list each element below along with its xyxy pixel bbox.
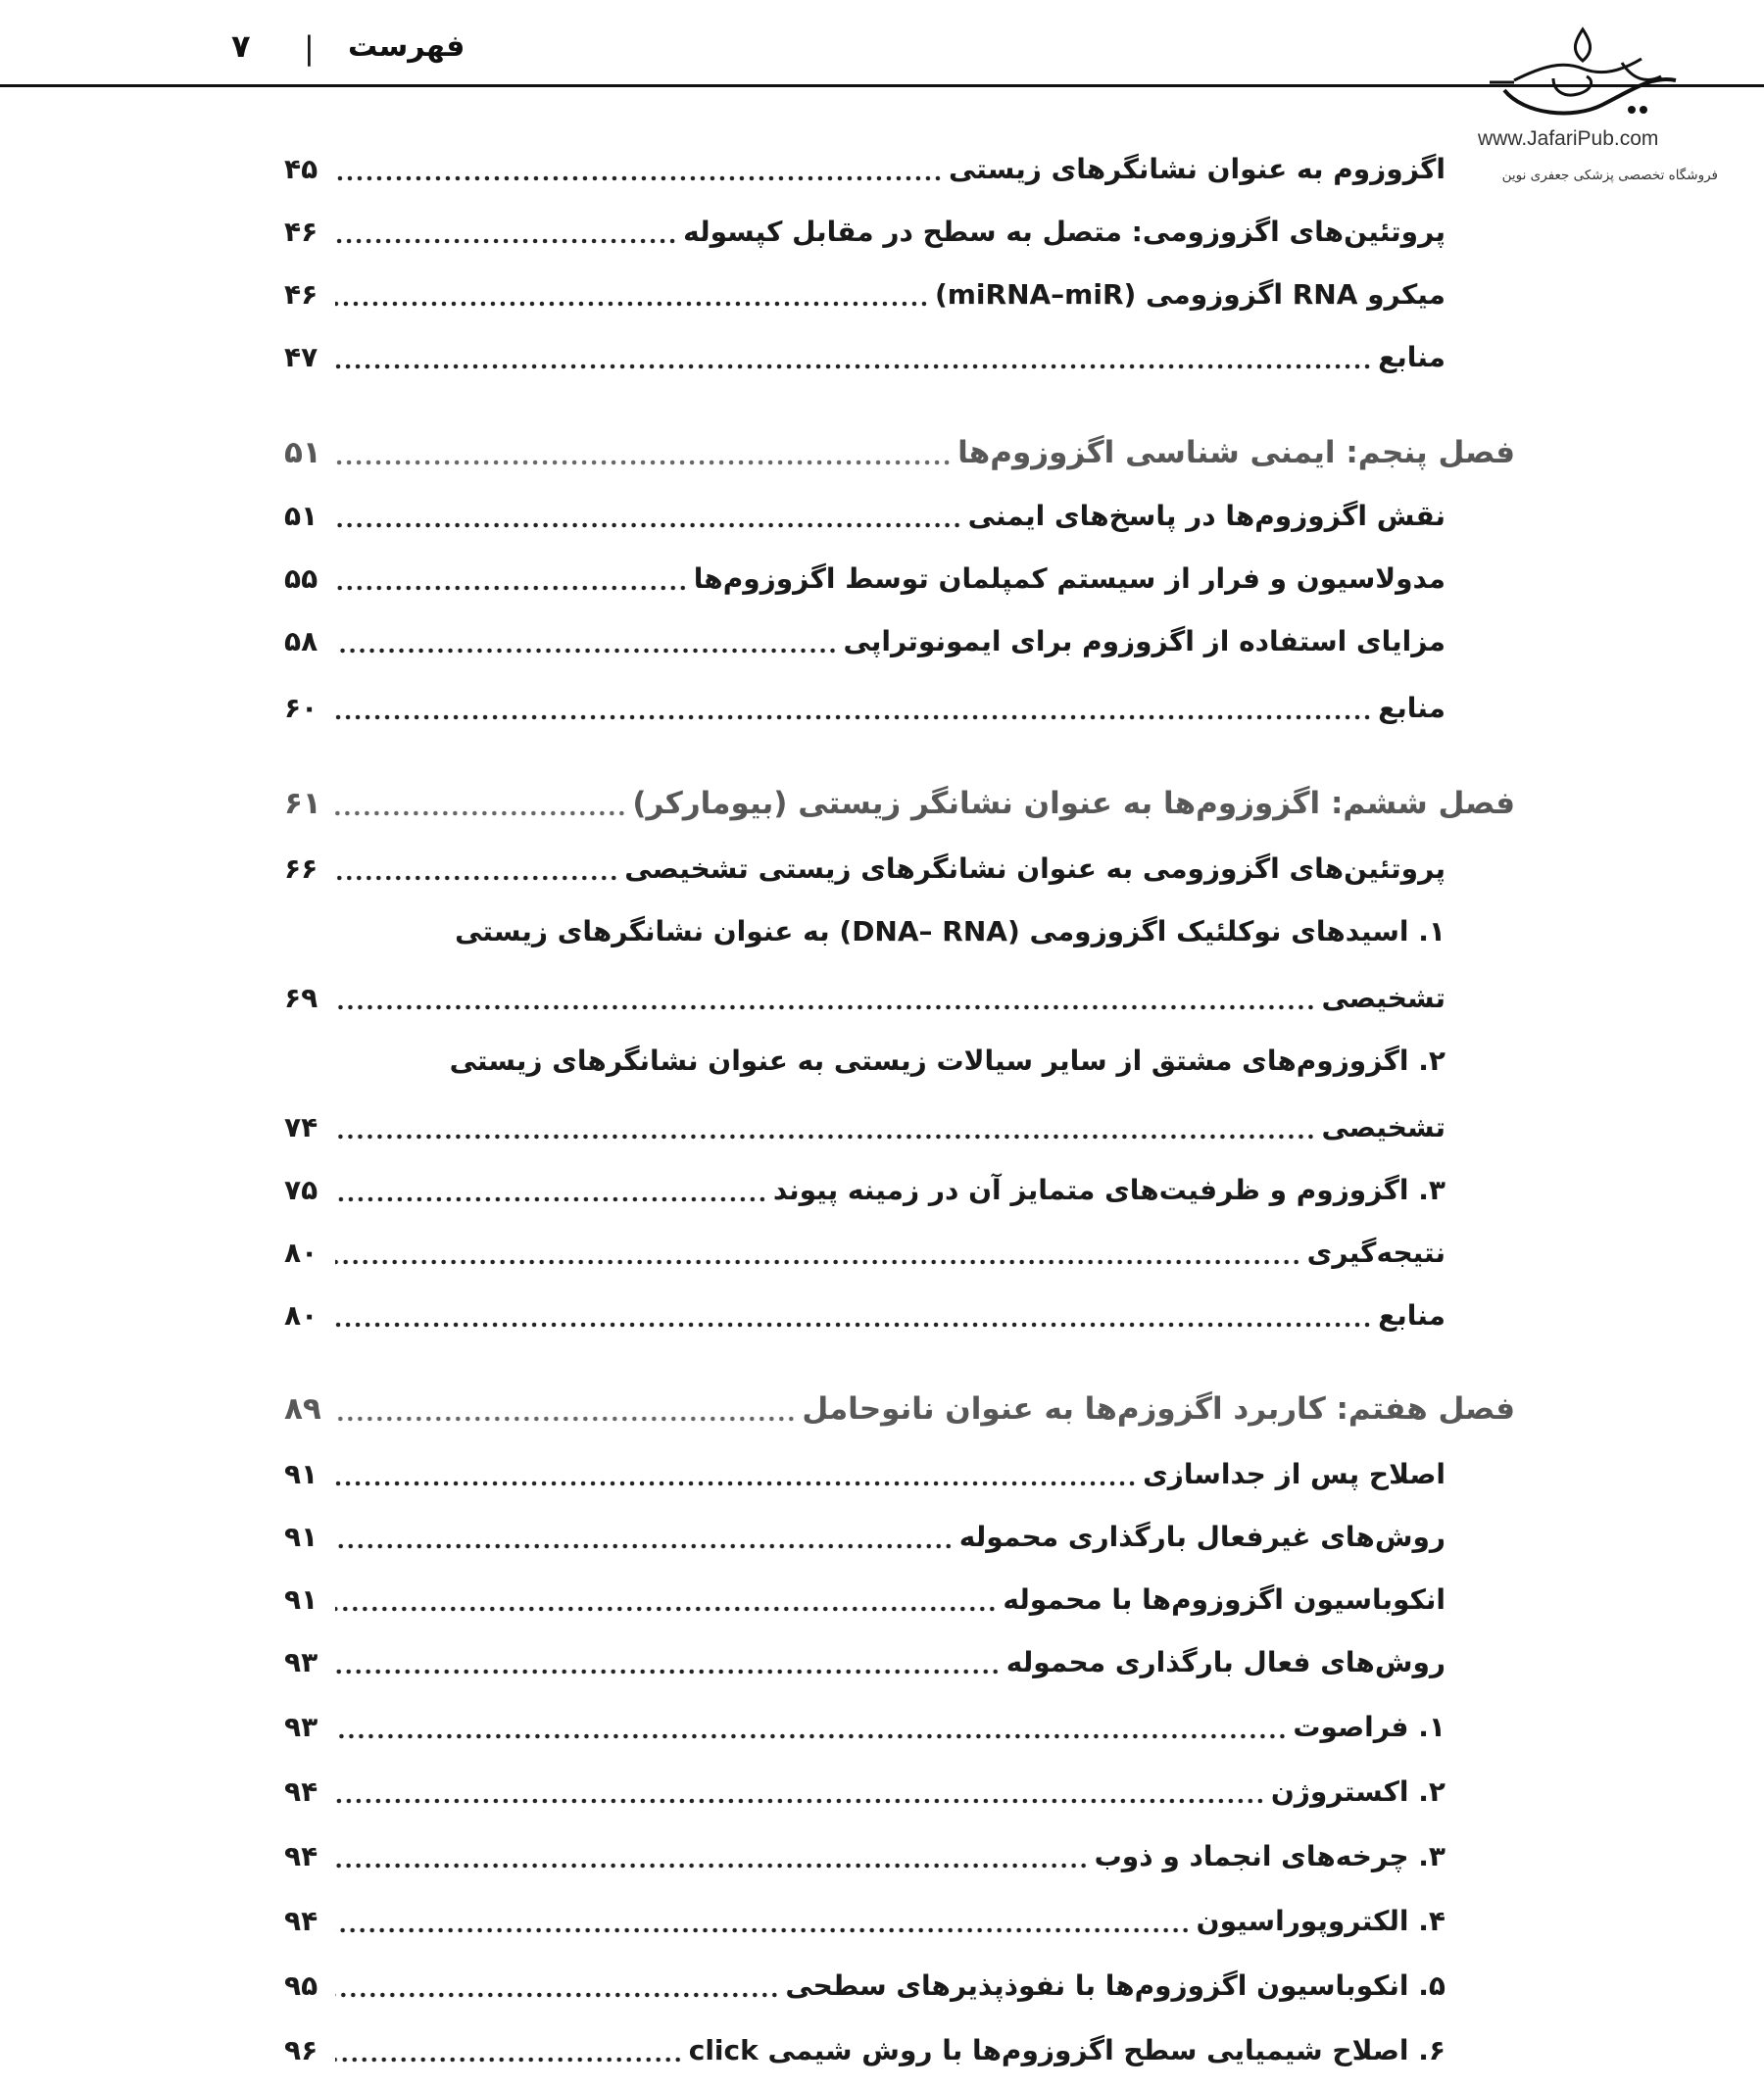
toc-page-number: ۴۷ (284, 341, 318, 373)
toc-entry[interactable] (284, 847, 1446, 892)
dot-leader (335, 648, 838, 654)
dot-leader (335, 1733, 1287, 1739)
dot-leader (335, 1543, 954, 1549)
toc-page-number: ۹۴ (284, 1905, 318, 1937)
toc-page-number: ۸۹ (284, 1391, 321, 1427)
toc-entry-title: ۳. اگزوزوم و ظرفیت‌های متمایز آن در زمینه پیوند (772, 1174, 1446, 1206)
toc-entry-title: میکرو RNA اگزوزومی (miRNA–miR) (934, 278, 1446, 311)
toc-entry-title: مدولاسیون و فرار از سیستم کمپلمان توسط اگزوزوم‌ها (693, 562, 1446, 595)
toc-entry-title: پروتئین‌های اگزوزومی: متصل به سطح در مقابل کپسوله (683, 216, 1446, 248)
toc-page-number: ۹۱ (284, 1521, 318, 1553)
toc-entry[interactable] (284, 619, 1446, 664)
toc-page-number: ۵۱ (284, 435, 321, 470)
toc-page-number: ۹۳ (284, 1646, 318, 1678)
dot-leader (335, 1196, 767, 1202)
toc-page-number: ۶۹ (284, 982, 318, 1014)
toc-entry[interactable] (284, 147, 1446, 192)
toc-page-number: ۶۰ (284, 692, 318, 724)
toc-entry-title: ۳. چرخه‌های انجماد و ذوب (1094, 1840, 1446, 1872)
toc-page-number: ۵۵ (284, 562, 318, 595)
dot-leader (335, 1669, 1001, 1675)
toc-entry-title: اصلاح پس از جداسازی (1143, 1458, 1446, 1490)
dot-leader (335, 1798, 1265, 1804)
toc-page-number: ۹۱ (284, 1583, 318, 1616)
toc-entry-title: نتیجه‌گیری (1306, 1237, 1446, 1269)
toc-chapter-title: فصل ششم: اگزوزوم‌ها به عنوان نشانگر زیستی (بیومارکر) (632, 786, 1515, 821)
toc-entry[interactable] (284, 1705, 1446, 1750)
toc-page-number: ۴۶ (284, 278, 318, 311)
toc-entry-title-continuation: تشخیصی (1321, 1111, 1446, 1143)
toc-entry[interactable] (284, 1168, 1446, 1213)
toc-entry-title: ۲. اکستروژن (1270, 1775, 1446, 1808)
toc-chapter-heading[interactable] (284, 1384, 1515, 1434)
header-separator: | (304, 29, 315, 67)
toc-entry[interactable] (284, 1578, 1446, 1623)
toc-entry-title: منابع (1378, 692, 1446, 724)
toc-entry-title: نقش اگزوزوم‌ها در پاسخ‌های ایمنی (967, 500, 1446, 532)
toc-entry-title: مزایای استفاده از اگزوزوم برای ایمونوتراپی (843, 625, 1446, 657)
publisher-url: www.JafariPub.com (1478, 127, 1659, 150)
dot-leader (335, 175, 943, 181)
dot-leader (335, 1927, 1191, 1933)
dot-leader (335, 1863, 1089, 1869)
toc-chapter-title: فصل هفتم: کاربرد اگزوزم‌ها به عنوان نانوحامل (802, 1391, 1515, 1427)
toc-page-number: ۹۴ (284, 1775, 318, 1808)
dot-leader (335, 1004, 1315, 1010)
toc-entry[interactable] (284, 1640, 1446, 1685)
dot-leader (335, 2057, 683, 2063)
toc-entry-title: ۶. اصلاح شیمیایی سطح اگزوزوم‌ها با روش شیمی click (688, 2034, 1446, 2066)
toc-entry-title: انکوباسیون اگزوزوم‌ها با محموله (1003, 1583, 1446, 1616)
toc-entry[interactable] (284, 210, 1446, 255)
toc-entry[interactable] (284, 1293, 1446, 1338)
toc-page-number: ۹۴ (284, 1840, 318, 1872)
toc-entry[interactable] (284, 494, 1446, 539)
toc-entry[interactable] (284, 1899, 1446, 1944)
toc-page-number: ۹۶ (284, 2034, 318, 2066)
toc-page-number: ۴۶ (284, 216, 318, 248)
toc-page-number: ۹۱ (284, 1458, 318, 1490)
dot-leader (335, 522, 962, 528)
toc-entry[interactable] (284, 1964, 1446, 2009)
toc-entry[interactable] (284, 2028, 1446, 2073)
toc-page-number: ۹۳ (284, 1711, 318, 1743)
toc-page-number: ۷۴ (284, 1111, 318, 1143)
toc-page-number: ۷۵ (284, 1174, 318, 1206)
toc-chapter-heading[interactable] (284, 427, 1515, 478)
toc-entry-title: منابع (1378, 1299, 1446, 1332)
toc-entry-title-continuation: تشخیصی (1321, 982, 1446, 1014)
toc-entry-title: ۱. فراصوت (1293, 1711, 1446, 1743)
toc-entry[interactable] (284, 1770, 1446, 1815)
dot-leader (335, 238, 677, 244)
toc-entry[interactable] (284, 1105, 1446, 1150)
toc-entry-title: روش‌های غیرفعال بارگذاری محموله (958, 1521, 1446, 1553)
toc-entry-title: منابع (1378, 341, 1446, 373)
toc-entry[interactable] (284, 1452, 1446, 1497)
dot-leader (335, 1134, 1315, 1140)
toc-page-number: ۵۸ (284, 625, 318, 657)
dot-leader (335, 714, 1372, 720)
toc-entry[interactable] (284, 1515, 1446, 1560)
toc-page-number: ۶۱ (284, 786, 321, 821)
dot-leader (335, 1992, 779, 1998)
dot-leader (335, 1481, 1137, 1486)
toc-entry-title: پروتئین‌های اگزوزومی به عنوان نشانگرهای زیستی تشخیصی (624, 852, 1446, 885)
toc-entry-title-line1[interactable]: ۱. اسیدهای نوکلئیک اگزوزومی (DNA– RNA) به عنوان نشانگرهای زیستی (455, 915, 1446, 947)
toc-entry[interactable] (284, 272, 1446, 317)
toc-entry[interactable] (284, 1834, 1446, 1879)
page-number: ۷ (231, 27, 251, 65)
dot-leader (335, 301, 929, 307)
toc-page-number: ۸۰ (284, 1299, 318, 1332)
calligraphy-logo-icon (1485, 22, 1690, 129)
toc-entry[interactable] (284, 557, 1446, 602)
toc-page-number: ۹۵ (284, 1969, 318, 2002)
toc-page-number: ۶۶ (284, 852, 318, 885)
toc-entry[interactable] (284, 335, 1446, 380)
toc-entry-title: اگزوزوم به عنوان نشانگرهای زیستی (948, 153, 1446, 185)
dot-leader (335, 810, 626, 816)
dot-leader (335, 1416, 796, 1422)
dot-leader (335, 1259, 1301, 1265)
toc-chapter-heading[interactable] (284, 778, 1515, 829)
dot-leader (335, 1606, 997, 1612)
toc-entry-title: ۴. الکتروپوراسیون (1196, 1905, 1446, 1937)
toc-entry-title: ۵. انکوباسیون اگزوزوم‌ها با نفوذپذیرهای سطحی (785, 1969, 1446, 2002)
toc-chapter-title: فصل پنجم: ایمنی شناسی اگزوزوم‌ها (957, 435, 1515, 470)
dot-leader (335, 460, 952, 465)
dot-leader (335, 875, 618, 881)
publisher-tagline: فروشگاه تخصصی پزشکی جعفری نوین (1501, 168, 1718, 183)
toc-page-number: ۴۵ (284, 153, 318, 185)
toc-page-number: ۵۱ (284, 500, 318, 532)
running-title: فهرست (348, 29, 466, 64)
toc-page-number: ۸۰ (284, 1237, 318, 1269)
toc-entry-title-line1[interactable]: ۲. اگزوزوم‌های مشتق از سایر سیالات زیستی به عنوان نشانگرهای زیستی (449, 1044, 1446, 1077)
toc-entry[interactable] (284, 686, 1446, 731)
toc-entry[interactable] (284, 1231, 1446, 1276)
toc-entry[interactable] (284, 976, 1446, 1021)
toc-entry-title: روش‌های فعال بارگذاری محموله (1005, 1646, 1446, 1678)
dot-leader (335, 585, 688, 591)
dot-leader (335, 364, 1372, 369)
dot-leader (335, 1322, 1372, 1328)
